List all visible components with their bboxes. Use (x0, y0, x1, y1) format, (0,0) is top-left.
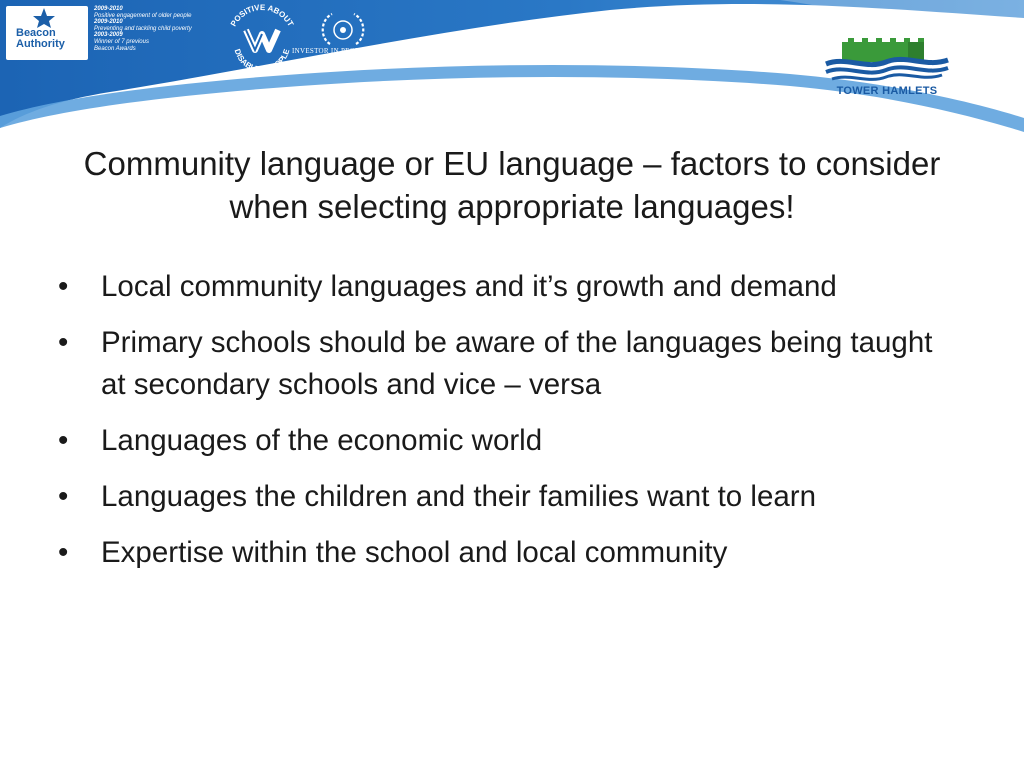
award-year: 2009-2010 (94, 19, 123, 26)
bullet-text: Local community languages and it’s growth and demand (101, 270, 837, 303)
award-year: 2003-2009 (94, 32, 123, 39)
award-text: Preventing and tackling child poverty (94, 25, 192, 32)
bullet-item (56, 532, 956, 574)
slide-title: Community language or EU language – factors to consider when selecting appropriate languages! (83, 145, 941, 225)
beacon-label-line-2: Authority (16, 38, 65, 50)
award-line (94, 19, 224, 26)
bullet-item (56, 322, 956, 406)
beacon-label-line-1: Beacon (16, 27, 56, 39)
bullet-item (56, 420, 956, 462)
pad-bottom-text: DISABLED PEOPLE (232, 47, 292, 72)
beacon-logo (6, 6, 88, 60)
award-text: Winner of 7 previous (94, 38, 149, 45)
pad-top-text: POSITIVE ABOUT (228, 4, 296, 29)
bullet-glyph: • (58, 326, 69, 359)
beacon-star-icon (6, 6, 88, 28)
beacon-authority-label (16, 28, 65, 50)
bullet-glyph: • (58, 270, 69, 303)
tower-hamlets-name: TOWER HAMLETS (836, 85, 938, 97)
bullet-glyph: • (58, 536, 69, 569)
beacon-awards-list (94, 6, 224, 52)
bullet-list (56, 266, 956, 588)
bullet-item (56, 266, 956, 308)
bullet-item (56, 476, 956, 518)
investor-in-people-wreath-icon (316, 10, 370, 48)
award-line (94, 32, 224, 39)
bullet-glyph: • (58, 424, 69, 457)
award-text: Beacon Awards (94, 45, 136, 52)
award-line (94, 6, 224, 13)
bullet-glyph: • (58, 480, 69, 513)
bullet-text: Expertise within the school and local community (101, 536, 728, 569)
bullet-text: Languages of the economic world (101, 424, 543, 457)
award-text: Positive engagement of older people (94, 12, 192, 19)
bullet-text: Languages the children and their families want to learn (101, 480, 817, 513)
investor-in-people-label: INVESTOR IN PEOPLE (292, 47, 369, 55)
award-year: 2009-2010 (94, 6, 123, 12)
header-banner (0, 0, 1024, 135)
bullet-text: Primary schools should be aware of the languages being taught at secondary schools and vice – versa (101, 326, 933, 401)
positive-about-disabled-people-logo (222, 4, 302, 72)
